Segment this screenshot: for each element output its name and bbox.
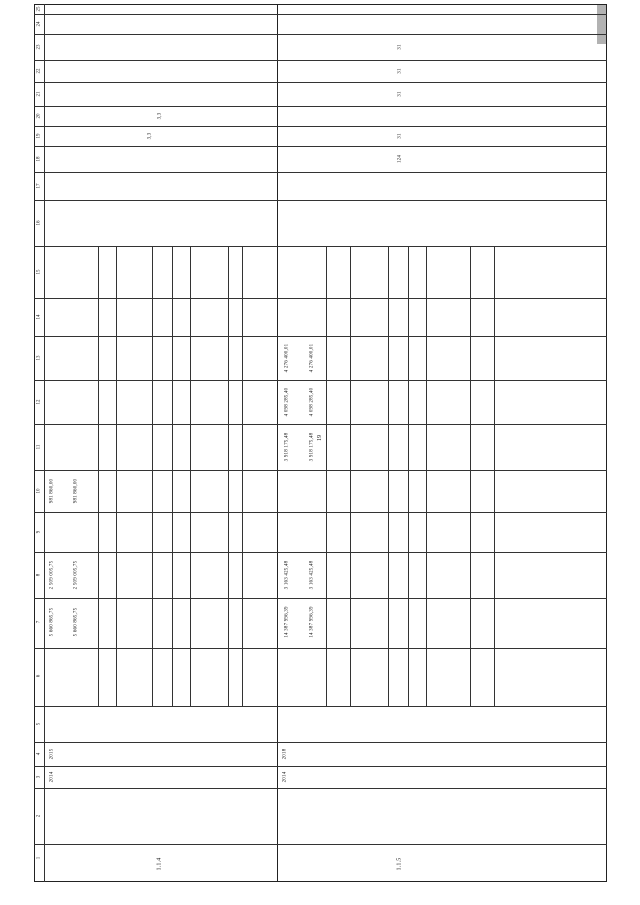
column-line	[34, 766, 607, 767]
row-index: 1.1.4	[156, 857, 163, 871]
value-cell: 4 098 285,40	[284, 387, 290, 417]
header-column-line	[44, 4, 45, 882]
column-number: 5	[36, 722, 42, 726]
column-number: 17	[36, 183, 42, 189]
indicator-cell: 31	[397, 133, 403, 139]
subrow-line	[408, 246, 409, 706]
column-number: 1	[36, 856, 42, 860]
column-number: 20	[36, 113, 42, 119]
subrow-line	[326, 246, 327, 706]
column-number: 23	[36, 44, 42, 50]
column-line	[34, 470, 607, 471]
subrow-line	[152, 246, 153, 706]
column-line	[34, 246, 607, 247]
column-line	[34, 648, 607, 649]
indicator-cell: 31	[397, 68, 403, 74]
column-number: 4	[36, 752, 42, 756]
value-cell: 3 918 175,48	[309, 432, 315, 462]
scan-mark	[597, 4, 607, 44]
value-cell: 981 860,00	[49, 478, 55, 504]
column-number: 2	[36, 814, 42, 818]
year-end: 2018	[282, 748, 288, 760]
indicator-cell: 124	[397, 154, 403, 164]
subrow-line	[116, 246, 117, 706]
row-index: 1.1.5	[396, 857, 403, 871]
column-number: 9	[36, 530, 42, 534]
row-divider	[277, 4, 278, 882]
subrow-line	[494, 246, 495, 706]
column-line	[34, 706, 607, 707]
column-line	[34, 126, 607, 127]
column-number: 19	[36, 133, 42, 139]
column-line	[34, 172, 607, 173]
column-number: 11	[36, 444, 42, 450]
year-start: 2014	[49, 771, 55, 783]
column-number: 13	[36, 355, 42, 361]
column-line	[34, 512, 607, 513]
value-cell: 3 918 175,48	[284, 432, 290, 462]
column-number: 3	[36, 775, 42, 779]
year-start: 2014	[282, 771, 288, 783]
page-number: 19	[317, 435, 323, 441]
table-frame	[34, 4, 607, 882]
value-cell: 4 098 285,40	[309, 387, 315, 417]
column-line	[34, 14, 607, 15]
column-line	[34, 598, 607, 599]
value-cell: 981 860,00	[73, 478, 79, 504]
column-line	[34, 788, 607, 789]
value-cell: 5 660 865,75	[49, 607, 55, 637]
column-number: 10	[36, 488, 42, 494]
column-line	[34, 146, 607, 147]
subrow-line	[98, 246, 99, 706]
column-number: 24	[36, 21, 42, 27]
column-line	[34, 380, 607, 381]
column-line	[34, 298, 607, 299]
indicator-cell: 31	[397, 44, 403, 50]
column-line	[34, 34, 607, 35]
column-line	[34, 424, 607, 425]
column-line	[34, 552, 607, 553]
year-end: 2015	[49, 748, 55, 760]
value-cell: 14 387 996,39	[284, 606, 290, 638]
column-number: 15	[36, 269, 42, 275]
value-cell: 4 276 400,01	[284, 343, 290, 373]
column-number: 18	[36, 156, 42, 162]
subrow-line	[190, 246, 191, 706]
column-number: 16	[36, 220, 42, 226]
column-number: 25	[36, 6, 42, 12]
column-line	[34, 60, 607, 61]
column-number: 8	[36, 573, 42, 577]
column-line	[34, 106, 607, 107]
value-cell: 5 660 865,75	[73, 607, 79, 637]
column-number: 6	[36, 674, 42, 678]
subrow-line	[426, 246, 427, 706]
value-cell: 4 276 400,01	[309, 343, 315, 373]
column-line	[34, 844, 607, 845]
value-cell: 2 509 005,75	[73, 560, 79, 590]
indicator-cell: 3,3	[147, 132, 153, 140]
subrow-line	[242, 246, 243, 706]
indicator-cell: 3,3	[157, 112, 163, 120]
column-line	[34, 742, 607, 743]
column-line	[34, 82, 607, 83]
value-cell: 2 509 005,75	[49, 560, 55, 590]
value-cell: 3 163 425,48	[309, 560, 315, 590]
subrow-line	[172, 246, 173, 706]
column-number: 14	[36, 314, 42, 320]
column-line	[34, 336, 607, 337]
subrow-line	[470, 246, 471, 706]
value-cell: 3 163 425,48	[284, 560, 290, 590]
subrow-line	[388, 246, 389, 706]
value-cell: 14 387 996,39	[309, 606, 315, 638]
subrow-line	[228, 246, 229, 706]
indicator-cell: 31	[397, 91, 403, 97]
column-number: 21	[36, 91, 42, 97]
column-number: 22	[36, 68, 42, 74]
column-number: 7	[36, 620, 42, 624]
subrow-line	[350, 246, 351, 706]
column-line	[34, 200, 607, 201]
column-number: 12	[36, 399, 42, 405]
